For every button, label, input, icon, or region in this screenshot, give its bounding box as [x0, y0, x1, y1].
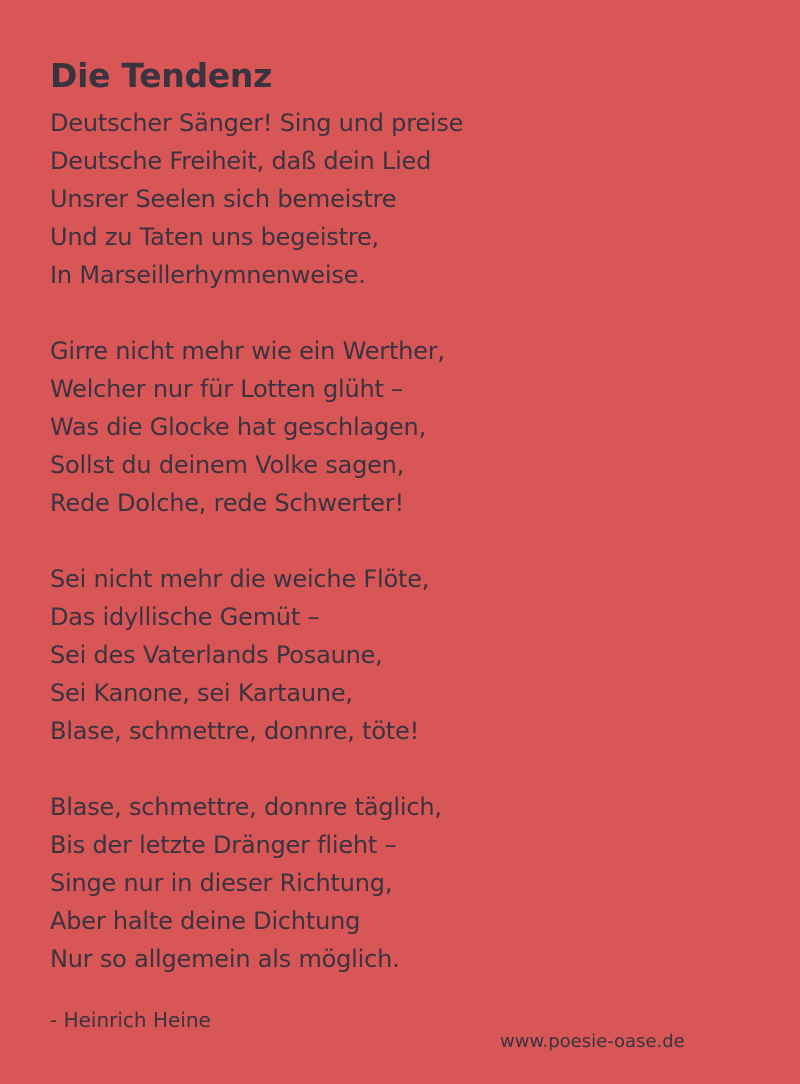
poem-line: Sei Kanone, sei Kartaune, [50, 679, 353, 707]
poem-card [50, 52, 770, 1016]
poem-line: Girre nicht mehr wie ein Werther, [50, 337, 445, 365]
stanza-4 [50, 788, 770, 978]
poem-line: Rede Dolche, rede Schwerter! [50, 489, 404, 517]
poem-line: Nur so allgemein als möglich. [50, 945, 400, 973]
poem-line: Deutsche Freiheit, daß dein Lied [50, 147, 432, 175]
poem-line: Aber halte deine Dichtung [50, 907, 361, 935]
poem-line: Welcher nur für Lotten glüht – [50, 375, 403, 403]
website-link[interactable]: www.poesie-oase.de [500, 1031, 685, 1052]
poem-line: Sollst du deinem Volke sagen, [50, 451, 405, 479]
poem-line: Was die Glocke hat geschlagen, [50, 413, 426, 441]
poem-line: Sei des Vaterlands Posaune, [50, 641, 383, 669]
stanza-2 [50, 332, 770, 522]
poem-line: Singe nur in dieser Richtung, [50, 869, 393, 897]
poem-line: Bis der letzte Dränger flieht – [50, 831, 397, 859]
stanza-3 [50, 560, 770, 750]
poem-line: Deutscher Sänger! Sing und preise [50, 109, 464, 137]
poem-title: Die Tendenz [50, 56, 272, 95]
poem-line: Sei nicht mehr die weiche Flöte, [50, 565, 430, 593]
poem-line: Blase, schmettre, donnre täglich, [50, 793, 442, 821]
poem-line: Unsrer Seelen sich bemeistre [50, 185, 397, 213]
stanza-1 [50, 104, 770, 294]
poem-line: In Marseillerhymnenweise. [50, 261, 366, 289]
poem-line: Das idyllische Gemüt – [50, 603, 320, 631]
poem-line: Blase, schmettre, donnre, töte! [50, 717, 419, 745]
poem-author: - Heinrich Heine [50, 1008, 211, 1032]
poem-line: Und zu Taten uns begeistre, [50, 223, 379, 251]
